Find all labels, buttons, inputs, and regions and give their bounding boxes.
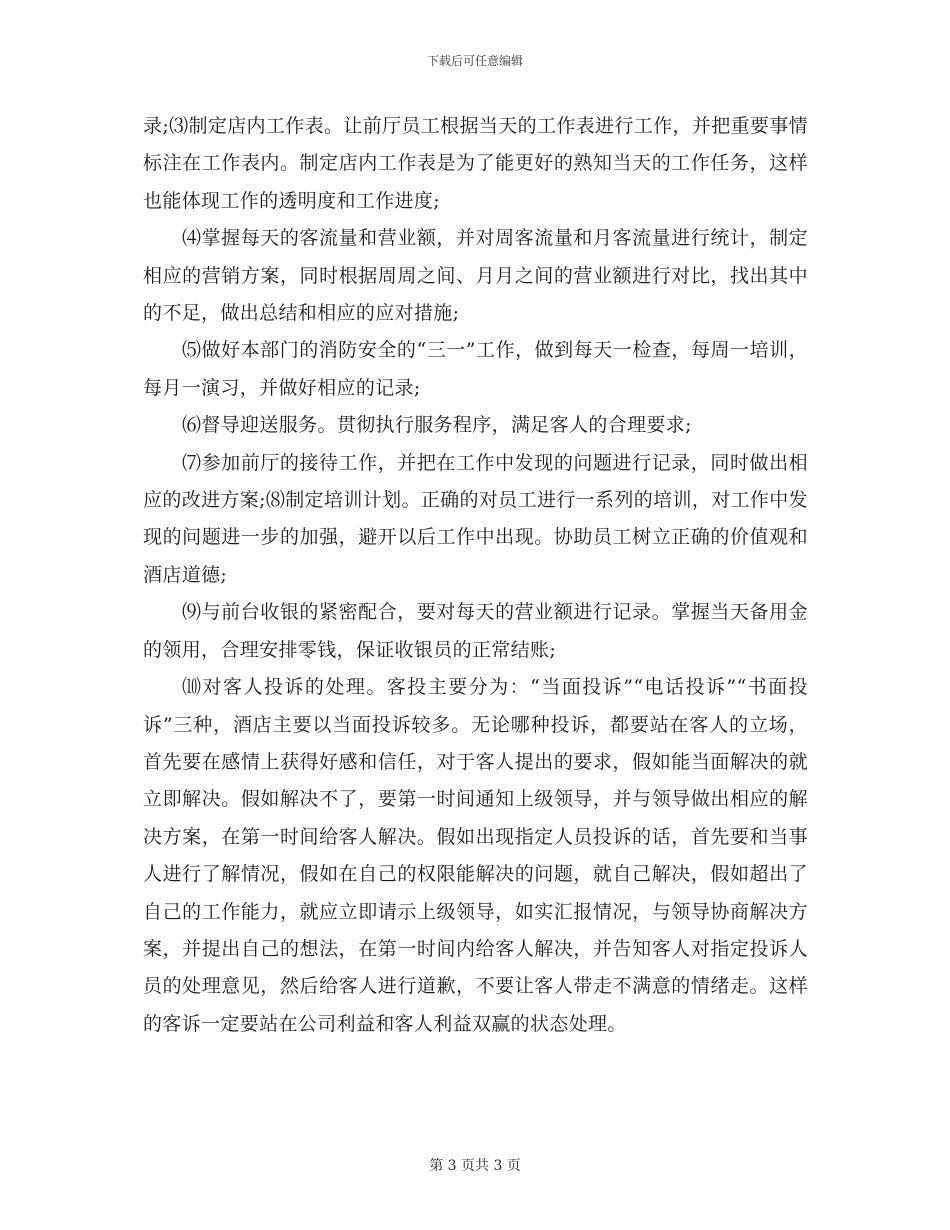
paragraph-3: ⑸做好本部门的消防安全的“三一”工作，做到每天一检查，每周一培训，每月一演习，并做好相应的记录; [143, 339, 808, 399]
paragraph-4: ⑹督导迎送服务。贯彻执行服务程序，满足客人的合理要求; [182, 414, 692, 437]
page-header-note: 下载后可任意编辑 [426, 54, 523, 68]
document-body [143, 108, 808, 1043]
paragraph-2: ⑷掌握每天的客流量和营业额，并对周客流量和月客流量进行统计，制定相应的营销方案，同时根据周周之间、月月之间的营业额进行对比，找出其中的不足，做出总结和相应的应对措施; [143, 227, 808, 325]
paragraph-6: ⑼与前台收银的紧密配合，要对每天的营业额进行记录。掌握当天备用金的领用，合理安排零钱，保证收银员的正常结账; [143, 601, 808, 661]
page-number: 第 3 页共 3 页 [429, 1158, 521, 1174]
paragraph-5: ⑺参加前厅的接待工作，并把在工作中发现的问题进行记录，同时做出相应的改进方案;⑻制定培训计划。正确的对员工进行一系列的培训，对工作中发现的问题进一步的加强，避开以后工作中出现。协助员工树立正确的价值观和酒店道德; [143, 451, 808, 586]
paragraph-7: ⑽对客人投诉的处理。客投主要分为：“当面投诉”“电话投诉”“书面投诉”三种，酒店主要以当面投诉较多。无论哪种投诉，都要站在客人的立场，首先要在感情上获得好感和信任，对于客人提出的要求，假如能当面解决的就立即解决。假如解决不了，要第一时间通知上级领导，并与领导做出相应的解决方案，在第一时间给客人解决。假如出现指定人员投诉的话，首先要和当事人进行了解情况，假如在自己的权限能解决的问题，就自己解决，假如超出了自己的工作能力，就应立即请示上级领导，如实汇报情况，与领导协商解决方案，并提出自己的想法，在第一时间内给客人解决，并告知客人对指定投诉人员的处理意见，然后给客人进行道歉，不要让客人带走不满意的情绪走。这样的客诉一定要站在公司利益和客人利益双赢的状态处理。 [143, 676, 808, 1035]
paragraph-1: 录;⑶制定店内工作表。让前厅员工根据当天的工作表进行工作，并把重要事情标注在工作表内。制定店内工作表是为了能更好的熟知当天的工作任务，这样也能体现工作的透明度和工作进度; [143, 115, 808, 212]
